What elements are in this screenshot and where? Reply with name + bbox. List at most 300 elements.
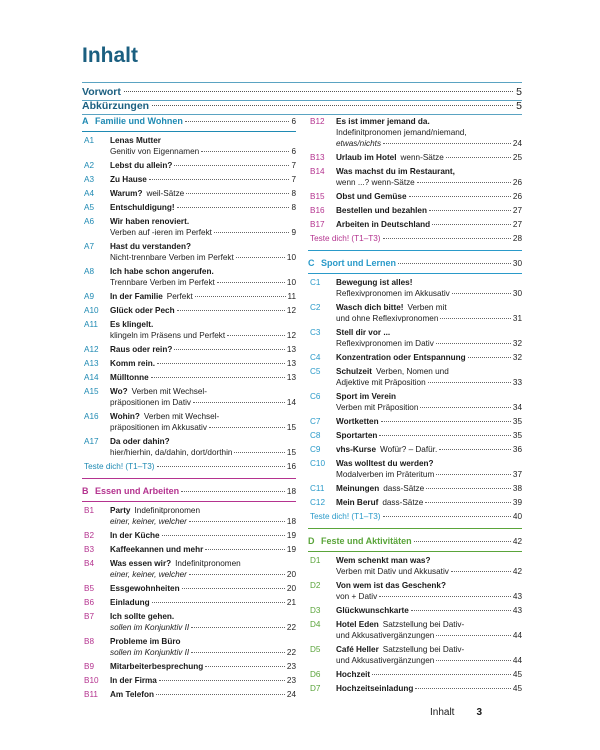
entry-title: Konzentration oder Entspannung [336,353,466,362]
entry-subtitle: klingeln im Präsens und Perfekt [110,331,226,340]
entry-page: 45 [512,684,522,693]
entry-body [110,436,296,458]
section-header-d[interactable] [308,536,522,551]
entry-page: 39 [512,498,522,507]
toc-entry-d2[interactable] [308,580,522,602]
entry-body [110,544,296,555]
entry-code: A9 [84,292,95,301]
entry-line [336,555,522,566]
entry-title: Lebst du allein? [110,161,173,170]
toc-front-vorwort[interactable] [82,86,522,100]
dot-leader [182,588,285,589]
entry-line [336,591,522,602]
entry-line [336,416,522,427]
entry-subtitle: Verben mit Dativ und Akkusativ [336,567,449,576]
entry-code: B6 [84,598,95,607]
entry-line [336,377,522,388]
entry-body [336,619,522,641]
entry-page: 7 [291,175,296,184]
entry-body [336,605,522,616]
toc-entry-b4[interactable] [82,558,296,580]
dot-leader [152,602,285,603]
toc-entry-a8[interactable] [82,266,296,288]
entry-code: C9 [310,445,321,454]
entry-code: C1 [310,278,321,287]
entry-body [110,188,296,199]
entry-code: A8 [84,267,95,276]
entry-subtitle: sollen im Konjunktiv II [110,623,190,632]
entry-body [110,636,296,658]
entry-title: Wir haben renoviert. [110,217,190,226]
entry-title: In der Küche [110,531,160,540]
entry-line [336,619,522,630]
entry-line [110,661,296,672]
toc-entry-b1[interactable] [82,505,296,527]
entry-page: 18 [286,517,296,526]
entry-subtitle: Reflexivpronomen im Akkusativ [336,289,450,298]
section-title: Sport und Lernen [321,258,396,268]
toc-entry-a12[interactable] [82,344,296,355]
toc-entry-b17[interactable] [308,219,522,230]
entry-line [110,436,296,447]
section-rule [82,131,296,132]
entry-desc: Satzstellung bei Dativ- [382,645,465,654]
toc-front-abkuerzungen[interactable] [82,100,522,114]
entry-code: C10 [310,459,326,468]
entry-code: A3 [84,175,95,184]
test-label: Teste dich! (T1–T3) [84,462,155,471]
toc-entry-c11[interactable] [308,483,522,494]
entry-code: C12 [310,498,326,507]
entry-line [336,605,522,616]
toc-entry-b13[interactable] [308,152,522,163]
entry-desc: Verben mit [407,303,447,312]
entry-title: Urlaub im Hotel [336,153,397,162]
dot-leader [411,610,511,611]
entry-code: B14 [310,167,325,176]
entry-title: Von wem ist das Geschenk? [336,581,446,590]
entry-page: 26 [512,192,522,201]
dot-leader [429,210,511,211]
front-label: Vorwort [82,86,121,98]
toc-entry-a7[interactable] [82,241,296,263]
entry-subtitle: Nicht-trennbare Verben im Perfekt [110,253,234,262]
entry-title: Da oder dahin? [110,437,170,446]
toc-entry-b5[interactable] [82,583,296,594]
entry-line [336,458,522,469]
entry-desc: Perfekt [166,292,193,301]
dot-leader [157,363,285,364]
entry-desc: dass-Sätze [383,484,425,493]
toc-entry-b14[interactable] [308,166,522,188]
dot-leader [381,421,511,422]
entry-title: Wem schenkt man was? [336,556,431,565]
entry-body [110,675,296,686]
dot-leader [468,357,511,358]
entry-page: 44 [512,631,522,640]
dot-leader [452,293,511,294]
entry-line [336,469,522,480]
entry-title: Wortketten [336,417,379,426]
front-label: Abkürzungen [82,100,150,112]
entry-page: 7 [291,161,296,170]
toc-entry-d6[interactable] [308,669,522,680]
entry-line [110,583,296,594]
entry-line [336,669,522,680]
entry-code: A6 [84,217,95,226]
entry-subtitle: Verben mit Präposition [336,403,419,412]
dot-leader [426,488,511,489]
dot-leader [436,635,511,636]
entry-page: 13 [286,373,296,382]
entry-code: B17 [310,220,325,229]
dot-leader [205,666,285,667]
dot-leader [193,402,285,403]
toc-entry-d7[interactable] [308,683,522,694]
entry-line [110,146,296,157]
entry-subtitle: und Akkusativergänzungen [336,656,435,665]
section-header-a[interactable] [82,116,296,131]
entry-page: 20 [286,584,296,593]
entry-body [110,241,296,263]
section-letter: B [82,486,89,496]
toc-entry-b7[interactable] [82,611,296,633]
dot-leader [162,535,285,536]
toc-entry-a1[interactable] [82,135,296,157]
entry-page: 24 [512,139,522,148]
entry-line [110,174,296,185]
toc-entry-a5[interactable] [82,202,296,213]
entry-code: C4 [310,353,321,362]
entry-body [110,216,296,238]
test-label: Teste dich! (T1–T3) [310,234,381,243]
entry-title: Schulzeit [336,367,372,376]
entry-line [336,205,522,216]
dot-leader [415,688,511,689]
entry-title: Was essen wir? [110,559,172,568]
front-page: 5 [516,86,522,98]
toc-entry-b8[interactable] [82,636,296,658]
entry-title: Raus oder rein? [110,345,173,354]
dot-leader [440,318,510,319]
toc-entry-c7[interactable] [308,416,522,427]
entry-line [336,444,522,455]
toc-entry-b3[interactable] [82,544,296,555]
toc-entry-a10[interactable] [82,305,296,316]
entry-code: B7 [84,612,95,621]
toc-entry-c8[interactable] [308,430,522,441]
entry-line [336,177,522,188]
toc-entry-a17[interactable] [82,436,296,458]
toc-entry-c6[interactable] [308,391,522,413]
entry-code: D3 [310,606,321,615]
entry-code: A4 [84,189,95,198]
toc-entry-b6[interactable] [82,597,296,608]
entry-line [336,277,522,288]
entry-title: In der Firma [110,676,157,685]
dot-leader [149,179,290,180]
entry-title: Hast du verstanden? [110,242,191,251]
entry-page: 8 [291,203,296,212]
toc-entry-b12[interactable] [308,116,522,149]
entry-desc: Verben, Nomen und [375,367,449,376]
entry-subtitle: einer, keiner, welcher [110,517,187,526]
entry-title: Am Telefon [110,690,154,699]
entry-subtitle: und ohne Reflexivpronomen [336,314,439,323]
entry-body [110,583,296,594]
entry-title: Glückwunschkarte [336,606,409,615]
entry-code: A17 [84,437,99,446]
entry-subtitle: Reflexivpronomen im Dativ [336,339,434,348]
toc-entry-d1[interactable] [308,555,522,577]
toc-entry-a9[interactable] [82,291,296,302]
entry-title: Essgewohnheiten [110,584,180,593]
entry-body [110,358,296,369]
toc-entry-b11[interactable] [82,689,296,700]
entry-title: Zu Hause [110,175,147,184]
entry-body [110,344,296,355]
dot-leader [379,596,511,597]
entry-title: Obst und Gemüse [336,192,407,201]
entry-title: Entschuldigung! [110,203,175,212]
entry-page: 32 [512,339,522,348]
page-number: 3 [476,707,483,718]
dot-leader [157,466,285,467]
entry-page: 23 [286,662,296,671]
entry-body [110,611,296,633]
entry-page: 45 [512,670,522,679]
dot-leader [174,165,289,166]
entry-title: Sport im Verein [336,392,397,401]
entry-page: 30 [512,289,522,298]
test-page: 28 [512,234,522,243]
entry-body [336,302,522,324]
dot-leader [420,407,511,408]
entry-title: Bestellen und bezahlen [336,206,427,215]
entry-subtitle: wenn ...? wenn-Sätze [336,178,415,187]
dot-leader [227,335,285,336]
entry-line [336,630,522,641]
entry-title: Ich sollte gehen. [110,612,175,621]
toc-entry-c12[interactable] [308,497,522,508]
toc-entry-b9[interactable] [82,661,296,672]
section-letter: D [308,536,315,546]
entry-code: B4 [84,559,95,568]
section-letter: C [308,258,315,268]
toc-test-b[interactable] [308,233,522,244]
toc-entry-b15[interactable] [308,191,522,202]
entry-page: 12 [286,306,296,315]
toc-entry-b10[interactable] [82,675,296,686]
toc-entry-c10[interactable] [308,458,522,480]
entry-subtitle: Genitiv von Eigennamen [110,147,200,156]
entry-line [336,116,522,127]
entry-page: 35 [512,417,522,426]
entry-title: Wo? [110,387,128,396]
test-page: 40 [512,512,522,521]
section-header-c[interactable] [308,258,522,273]
entry-line [336,313,522,324]
entry-code: A13 [84,359,99,368]
toc-test-a[interactable] [82,461,296,472]
section-header-b[interactable] [82,486,296,501]
entry-line [110,291,296,302]
dot-leader [151,377,285,378]
entry-body [110,505,296,527]
toc-entry-a3[interactable] [82,174,296,185]
entry-page: 31 [512,314,522,323]
entry-body [336,205,522,216]
entry-code: A5 [84,203,95,212]
dot-leader [159,680,285,681]
toc-entry-b16[interactable] [308,205,522,216]
entry-body [336,277,522,299]
entry-line [110,202,296,213]
entry-body [336,352,522,363]
entry-title: Café Heller [336,645,379,654]
entry-line [336,352,522,363]
entry-code: B9 [84,662,95,671]
dot-leader [174,349,285,350]
entry-body [110,319,296,341]
toc-entry-a15[interactable] [82,386,296,408]
entry-line [110,622,296,633]
page-footer [430,707,482,718]
entry-code: C11 [310,484,325,493]
section-divider [82,478,296,479]
toc-entry-a13[interactable] [82,358,296,369]
dot-leader [436,474,511,475]
section-title: Familie und Wohnen [95,116,183,126]
entry-line [110,422,296,433]
entry-page: 20 [286,570,296,579]
toc-entry-a16[interactable] [82,411,296,433]
entry-code: B16 [310,206,325,215]
toc-entry-a2[interactable] [82,160,296,171]
entry-line [110,188,296,199]
entry-title: Was wolltest du werden? [336,459,434,468]
entry-page: 32 [512,353,522,362]
entry-body [336,416,522,427]
entry-page: 12 [286,331,296,340]
entry-subtitle: Adjektive mit Präposition [336,378,426,387]
entry-code: D5 [310,645,321,654]
test-label: Teste dich! (T1–T3) [310,512,381,521]
entry-body [110,597,296,608]
toc-entry-a4[interactable] [82,188,296,199]
dot-leader [383,516,511,517]
entry-line [336,138,522,149]
entry-desc: Verben mit Wechsel- [131,387,207,396]
dot-leader [409,196,511,197]
toc-entry-d3[interactable] [308,605,522,616]
toc-entry-a14[interactable] [82,372,296,383]
entry-body [336,483,522,494]
toc-test-c[interactable] [308,511,522,522]
entry-body [336,219,522,230]
entry-desc: weil-Sätze [146,189,185,198]
dot-leader [177,310,285,311]
entry-title: Mein Beruf [336,498,379,507]
entry-line [336,402,522,413]
entry-title: Mitarbeiterbesprechung [110,662,204,671]
toc-entry-c1[interactable] [308,277,522,299]
entry-code: A2 [84,161,95,170]
entry-page: 37 [512,470,522,479]
dot-leader [234,452,284,453]
entry-code: A11 [84,320,98,329]
entry-code: B2 [84,531,95,540]
section-letter: A [82,116,89,126]
entry-body [336,366,522,388]
entry-line [110,647,296,658]
entry-title: Arbeiten in Deutschland [336,220,431,229]
entry-title: Was machst du im Restaurant, [336,167,455,176]
entry-page: 9 [291,228,296,237]
entry-title: Sportarten [336,431,378,440]
entry-code: B3 [84,545,95,554]
dot-leader [152,105,513,106]
entry-body [110,661,296,672]
entry-line [336,288,522,299]
toc-entry-a6[interactable] [82,216,296,238]
toc-entry-a11[interactable] [82,319,296,341]
entry-line [110,305,296,316]
toc-entry-d4[interactable] [308,619,522,641]
entry-page: 6 [291,147,296,156]
entry-title: Lenas Mutter [110,136,161,145]
entry-subtitle: etwas/nichts [336,139,382,148]
entry-line [110,372,296,383]
toc-entry-c3[interactable] [308,327,522,349]
toc-entry-c5[interactable] [308,366,522,388]
entry-code: B12 [310,117,325,126]
front-page: 5 [516,100,522,112]
entry-title: Es ist immer jemand da. [336,117,430,126]
dot-leader [181,491,285,492]
dot-leader [428,382,511,383]
entry-line [110,266,296,277]
entry-line [336,566,522,577]
toc-entry-b2[interactable] [82,530,296,541]
section-title: Essen und Arbeiten [95,486,180,496]
entry-code: B15 [310,192,325,201]
entry-code: B13 [310,153,325,162]
entry-body [336,116,522,149]
section-title: Feste und Aktivitäten [321,536,412,546]
entry-code: C7 [310,417,321,426]
entry-body [336,683,522,694]
toc-entry-c4[interactable] [308,352,522,363]
dot-leader [186,193,289,194]
entry-title: Party [110,506,131,515]
entry-line [110,569,296,580]
dot-leader [177,207,290,208]
toc-entry-c9[interactable] [308,444,522,455]
toc-entry-c2[interactable] [308,302,522,324]
entry-title: Stell dir vor ... [336,328,391,337]
divider [82,82,522,83]
entry-title: Einladung [110,598,150,607]
toc-entry-d5[interactable] [308,644,522,666]
entry-code: D2 [310,581,321,590]
entry-line [336,127,522,138]
dot-leader [383,143,511,144]
entry-body [336,152,522,163]
entry-code: D1 [310,556,321,565]
entry-page: 22 [286,623,296,632]
entry-body [336,669,522,680]
